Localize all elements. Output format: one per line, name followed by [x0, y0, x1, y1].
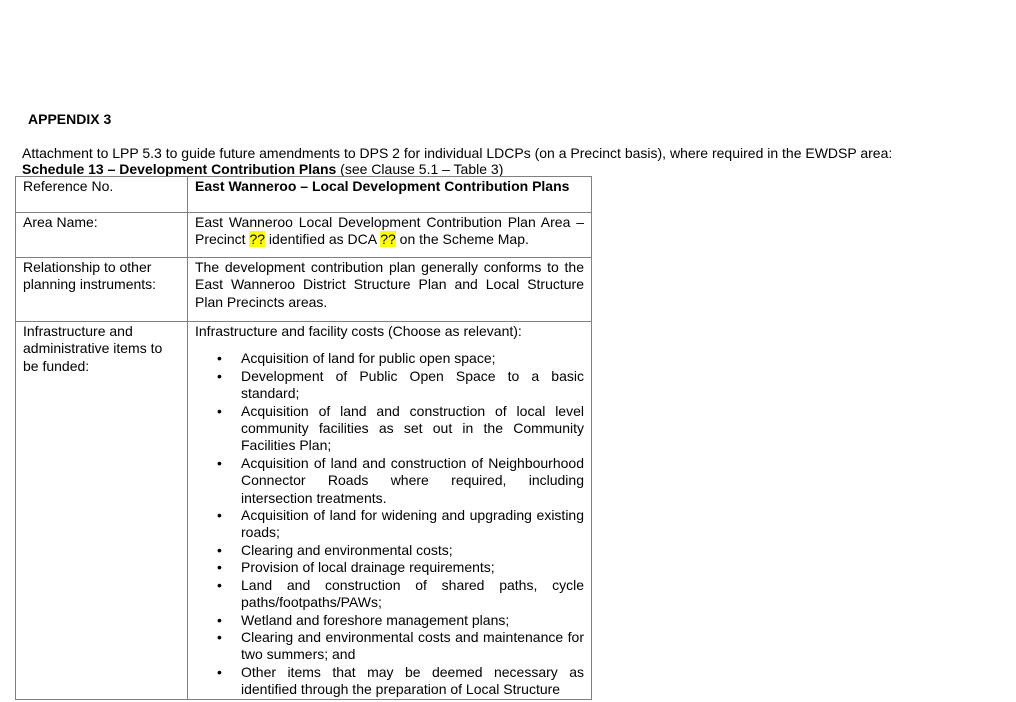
list-item: [217, 507, 584, 542]
bullet-icon: •: [217, 576, 222, 593]
list-item: [217, 541, 584, 559]
bullet-icon: •: [217, 663, 222, 680]
infrastructure-items-list: [195, 350, 584, 698]
bullet-icon: •: [217, 559, 222, 576]
table-row-reference: [16, 177, 592, 213]
reference-label: Reference No.: [16, 177, 188, 213]
list-item-text: Clearing and environmental costs;: [241, 541, 453, 558]
appendix-heading: APPENDIX 3: [28, 111, 112, 127]
list-item-text: Wetland and foreshore management plans;: [241, 611, 510, 628]
list-item-text: Acquisition of land for widening and upgrading existing roads;: [241, 507, 584, 541]
list-item: [217, 367, 584, 403]
list-item: [217, 350, 584, 367]
bullet-icon: •: [217, 350, 222, 367]
infrastructure-value: [188, 322, 592, 700]
bullet-icon: •: [217, 454, 222, 471]
relationship-value: The development contribution plan generally conforms to the East Wanneroo District Structure Plan and Local Structure Plan Precincts areas.: [188, 258, 592, 322]
list-item: [217, 628, 584, 664]
reference-value: East Wanneroo – Local Development Contribution Plans: [188, 177, 592, 213]
list-item-text: Development of Public Open Space to a basic standard;: [241, 367, 584, 402]
list-item: [217, 576, 584, 612]
table-row-area-name: [16, 213, 592, 258]
list-item: [217, 663, 584, 699]
bullet-icon: •: [217, 611, 222, 628]
area-name-label: Area Name:: [16, 213, 188, 258]
area-name-value: [188, 213, 592, 258]
list-item: [217, 611, 584, 629]
list-item-text: Clearing and environmental costs and maintenance for two summers; and: [241, 628, 584, 663]
infrastructure-label: Infrastructure and administrative items to be funded:: [16, 322, 188, 700]
bullet-icon: •: [217, 367, 222, 384]
list-item: [217, 402, 584, 455]
area-name-text-1: East Wanneroo Local Development Contribution Plan Area – Precinct: [195, 214, 584, 248]
bullet-icon: •: [217, 541, 222, 558]
list-item-text: Acquisition of land and construction of Neighbourhood Connector Roads where required, including intersection treatments.: [241, 454, 584, 506]
list-item: [217, 454, 584, 507]
list-item-text: Acquisition of land and construction of local level community facilities as set out in the Community Facilities Plan;: [241, 402, 584, 454]
list-item-text: Acquisition of land for public open space;: [241, 350, 496, 367]
table-row-infrastructure: [16, 322, 592, 700]
bullet-icon: •: [217, 402, 222, 419]
infrastructure-intro: Infrastructure and facility costs (Choose as relevant):: [195, 323, 522, 339]
table-row-relationship: [16, 258, 592, 322]
bullet-icon: •: [217, 628, 222, 645]
development-contribution-table: [15, 176, 592, 700]
relationship-label: Relationship to other planning instruments:: [16, 258, 188, 322]
list-item: [217, 559, 584, 576]
area-name-text-3: on the Scheme Map.: [395, 231, 529, 248]
precinct-placeholder-highlight: ??: [249, 231, 266, 248]
schedule-title: [22, 161, 503, 177]
list-item-text: Provision of local drainage requirements;: [241, 559, 495, 576]
schedule-title-clause: (see Clause 5.1 – Table 3): [336, 161, 504, 177]
bullet-icon: •: [217, 507, 222, 524]
list-item-text: Land and construction of shared paths, cycle paths/footpaths/PAWs;: [241, 576, 584, 611]
intro-text: Attachment to LPP 5.3 to guide future amendments to DPS 2 for individual LDCPs (on a Precinct basis), where required in the EWDSP area:: [22, 145, 893, 161]
dca-placeholder-highlight: ??: [380, 231, 396, 248]
area-name-text-2: identified as DCA: [265, 231, 381, 248]
list-item-text: Other items that may be deemed necessary as identified through the preparation of Local Structure: [241, 663, 584, 698]
schedule-title-bold: Schedule 13 – Development Contribution Plans: [22, 161, 337, 177]
